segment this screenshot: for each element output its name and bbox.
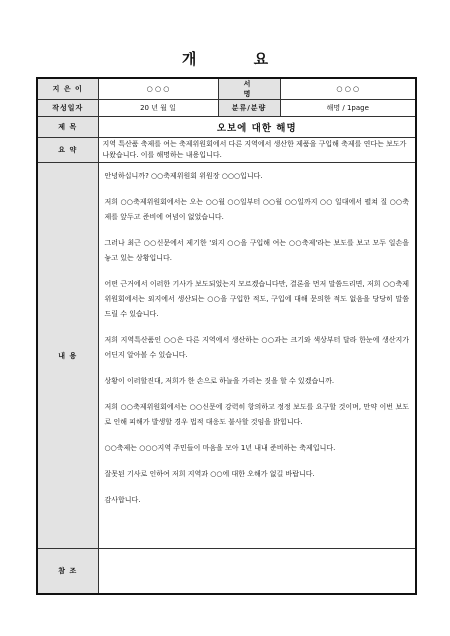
row-author xyxy=(37,78,416,100)
subject-label: 제 목 xyxy=(37,117,98,138)
category-value: 해명 / 1page xyxy=(280,100,416,117)
summary-label: 요 약 xyxy=(37,138,98,163)
row-summary xyxy=(37,138,416,163)
content-body xyxy=(98,163,416,549)
reference-label: 참 조 xyxy=(37,549,98,594)
subject-value: 오보에 대한 해명 xyxy=(98,117,416,138)
reference-value xyxy=(98,549,416,594)
content-paragraph: 그러나 최근 ○○신문에서 제기한 '외지 ○○을 구입해 여는 ○○축제'라는 보도를 보고 모두 일손을 놓고 있는 상황입니다. xyxy=(104,239,409,262)
summary-value: 지역 특산품 축제를 여는 축제위원회에서 다른 지역에서 생산한 제품을 구입해 축제를 연다는 보도가 나왔습니다. 이를 해명하는 내용입니다. xyxy=(98,138,416,163)
signature-value: ○ ○ ○ xyxy=(280,78,416,100)
content-paragraph: 안녕하십니까? ○○축제위원회 위원장 ○○○입니다. xyxy=(104,172,263,180)
content-paragraph: 저희 ○○축제위원회에서는 ○○신문에 강력히 항의하고 정정 보도를 요구할 것이며, 만약 이번 보도로 인해 피해가 발생할 경우 법적 대응도 불사할 것임을 밝힙니다. xyxy=(104,403,409,426)
author-label: 지 은 이 xyxy=(37,78,98,100)
date-label: 작성일자 xyxy=(37,100,98,117)
category-label: 분류/분량 xyxy=(218,100,280,117)
content-paragraph: 저희 ○○축제위원회에서는 오는 ○○월 ○○일부터 ○○월 ○○일까지 ○○ 일대에서 펼쳐 질 ○○축제를 앞두고 준비에 여념이 없었습니다. xyxy=(104,198,409,221)
content-paragraph: ○○축제는 ○○○지역 주민들이 마음을 모아 1년 내내 준비하는 축제입니다. xyxy=(104,444,336,452)
content-paragraph: 어떤 근거에서 이러한 기사가 보도되었는지 모르겠습니다만, 결론을 먼저 말씀드리면, 저희 ○○축제위원회에서는 외지에서 생산되는 ○○을 구입한 적도, 구입에 대해 문의한 적도 없음을 당당히 말씀드릴 수 있습니다. xyxy=(104,280,409,318)
document-title: 개 요 xyxy=(181,50,295,68)
content-paragraph: 저희 지역특산품인 ○○은 다른 지역에서 생산하는 ○○과는 크기와 색상부터 달라 한눈에 생산지가 어딘지 알아볼 수 있습니다. xyxy=(104,336,409,359)
row-content xyxy=(37,163,416,549)
content-paragraph: 상황이 이러할진대, 저희가 한 손으로 하늘을 가리는 짓을 할 수 있겠습니까. xyxy=(104,377,335,385)
content-paragraph: 감사합니다. xyxy=(104,496,141,504)
signature-label: 서 명 xyxy=(218,78,280,100)
row-date xyxy=(37,100,416,117)
overview-form xyxy=(36,77,417,595)
content-paragraph: 잘못된 기사로 인하여 저희 지역과 ○○에 대한 오해가 없길 바랍니다. xyxy=(104,470,315,478)
row-reference xyxy=(37,549,416,594)
content-label: 내 용 xyxy=(37,163,98,549)
row-subject xyxy=(37,117,416,138)
author-value: ○ ○ ○ xyxy=(98,78,218,100)
date-value: 20 년 월 일 xyxy=(98,100,218,117)
